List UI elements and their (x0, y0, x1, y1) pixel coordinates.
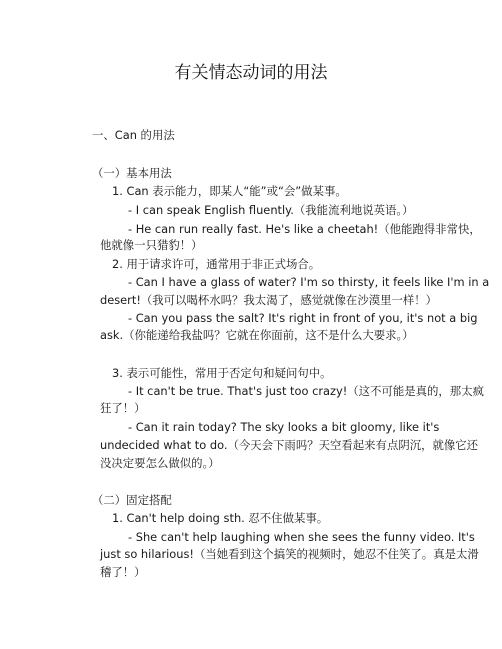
example-sentence-continued: 没决定要怎么做似的。） (100, 456, 220, 470)
example-sentence: - It can't be true. That's just too crazy!（这不可能是真的，那太疯 (128, 384, 484, 398)
rule-item-cant-help: 1. Can't help doing sth. 忍不住做某事。 (112, 511, 329, 525)
example-sentence: - Can it rain today? The sky looks a bit gloomy, like it's (128, 420, 440, 434)
example-sentence-continued: 狂了！） (100, 401, 146, 415)
example-sentence-continued: just so hilarious!（当她看到这个搞笑的视频时，她忍不住笑了。真是太滑 (100, 547, 479, 561)
example-sentence: - She can't help laughing when she sees the funny video. It's (128, 530, 475, 544)
subsection-heading-basic-usage: （一）基本用法 (92, 166, 172, 180)
example-sentence-continued: desert!（我可以喝杯水吗？我太渴了，感觉就像在沙漠里一样！） (100, 293, 438, 307)
rule-item-possibility: 3. 表示可能性，常用于否定句和疑问句中。 (112, 366, 332, 380)
example-sentence: - Can I have a glass of water? I'm so thirsty, it feels like I'm in a (128, 275, 490, 289)
example-sentence-continued: 他就像一只猎豹！） (100, 238, 203, 252)
example-sentence: - I can speak English fluently.（我能流利地说英语。） (128, 203, 414, 217)
example-sentence: - Can you pass the salt? It's right in front of you, it's not a big (128, 311, 478, 325)
document-title: 有关情态动词的用法 (174, 63, 328, 83)
rule-item-ability: 1. Can 表示能力，即某人“能”或“会”做某事。 (112, 184, 347, 198)
example-sentence-continued: ask.（你能递给我盐吗？它就在你面前，这不是什么大要求。） (100, 328, 414, 342)
example-sentence-continued: 稽了！） (100, 565, 146, 579)
section-heading: 一、Can 的用法 (92, 128, 175, 142)
example-sentence: - He can run really fast. He's like a cheetah!（他能跑得非常快， (128, 222, 481, 236)
subsection-heading-fixed-collocations: （二）固定搭配 (92, 493, 172, 507)
rule-item-permission: 2. 用于请求许可，通常用于非正式场合。 (112, 257, 321, 271)
example-sentence-continued: undecided what to do.（今天会下雨吗？天空看起来有点阴沉，就像它还 (100, 438, 479, 452)
